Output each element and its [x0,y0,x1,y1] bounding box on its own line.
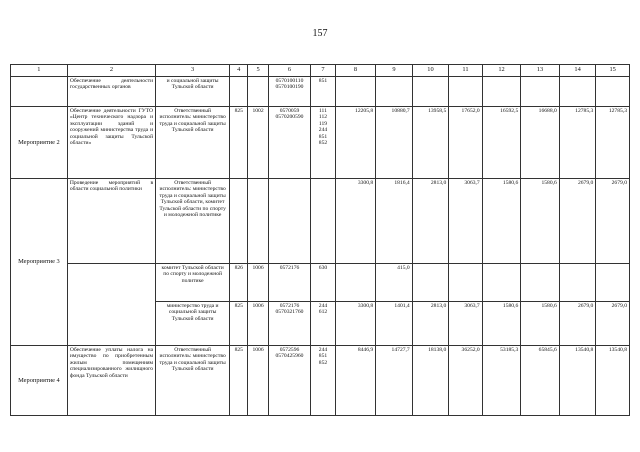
csr-cell-line: 0572596 [279,347,300,353]
grbs-cell: 825 [230,302,248,346]
amount-cell [376,77,413,107]
event-cell: Мероприятие 2 [11,107,68,179]
section-cell: 1002 [248,107,268,179]
amount-cell: 2679,0 [596,302,630,346]
budget-table [10,64,630,416]
column-header: 10 [412,65,449,77]
description-cell [67,264,155,346]
description-cell: Обеспечение деятельности ГУТО «Центр технического надзора и эксплуатации зданий и сооружений министерства труда и социальной защиты Тульской области» [67,107,155,179]
csr-cell-line: 0572176 [279,265,300,271]
vr-cell-line: 630 [318,265,328,271]
amount-cell [449,264,482,302]
column-header: 13 [521,65,560,77]
page-number: 157 [312,28,328,39]
column-header: 4 [230,65,248,77]
csr-cell-line: 0570100110 [275,78,304,84]
vr-cell-line: 244 [318,303,328,309]
amount-cell: 1401,4 [376,302,413,346]
vr-cell-line: 244 [318,127,328,134]
amount-cell [596,77,630,107]
grbs-cell: 825 [230,107,248,179]
section-cell [248,179,268,264]
section-cell: 1006 [248,264,268,302]
amount-cell: 17652,0 [449,107,482,179]
amount-cell: 53185,3 [482,346,521,416]
csr-cell [268,77,311,107]
vr-cell-line: 852 [318,359,328,366]
section-cell [248,77,268,107]
vr-cell-line: 612 [318,309,328,316]
amount-cell: 12785,3 [596,107,630,179]
amount-cell [559,264,596,302]
event-cell: Мероприятие 3 [11,179,68,346]
vr-cell-line: 851 [318,78,328,84]
executor-cell: и социальной защиты Тульской области [156,77,230,107]
description-cell: Обеспечение деятельности государственных органов [67,77,155,107]
amount-cell [335,77,376,107]
amount-cell: 14727,7 [376,346,413,416]
executor-cell: Ответственный исполнитель: министерство труда и социальной защиты Тульской области, комитет Тульской области по спорту и молодежной политике [156,179,230,264]
amount-cell [596,264,630,302]
column-header: 6 [268,65,311,77]
amount-cell: 3063,7 [449,179,482,264]
vr-cell-line: 851 [318,133,328,140]
amount-cell: 3063,7 [449,302,482,346]
amount-cell [412,264,449,302]
amount-cell: 1816,4 [376,179,413,264]
amount-cell [482,77,521,107]
amount-cell: 1580,6 [521,302,560,346]
table-row [11,107,630,179]
amount-cell: 2679,0 [559,179,596,264]
vr-cell-line: 111 [318,108,327,114]
csr-cell [268,107,311,179]
amount-cell [482,264,521,302]
description-cell: Обеспечение уплаты налога на имущество по приобретенным жилым помещениям специализированного жилищного фонда Тульской области [67,346,155,416]
column-header: 5 [248,65,268,77]
section-cell: 1006 [248,346,268,416]
amount-cell: 1580,6 [482,179,521,264]
amount-cell: 13540,8 [596,346,630,416]
amount-cell [335,264,376,302]
column-header: 12 [482,65,521,77]
vr-cell [311,302,335,346]
executor-cell: министерство труда и социальной защиты Тульской области [156,302,230,346]
event-cell: Мероприятие 4 [11,346,68,416]
amount-cell: 2813,0 [412,179,449,264]
amount-cell: 18138,0 [412,346,449,416]
vr-cell-line: 112 [318,114,328,121]
csr-cell-line: 0570100190 [275,84,304,91]
csr-cell-line: 0570425960 [275,353,304,360]
amount-cell: 10880,7 [376,107,413,179]
amount-cell [521,77,560,107]
description-cell: Проведение мероприятий в области социальной политики [67,179,155,264]
amount-cell [521,264,560,302]
amount-cell: 1580,6 [521,179,560,264]
table-row [11,264,630,302]
vr-cell [311,107,335,179]
executor-cell: Ответственный исполнитель: министерство труда и социальной защиты Тульской области [156,346,230,416]
vr-cell-line: 244 [318,347,328,353]
grbs-cell [230,179,248,264]
csr-cell-line: 0570059 [279,108,300,114]
vr-cell [311,264,335,302]
vr-cell-line: 119 [318,120,328,127]
amount-cell [559,77,596,107]
grbs-cell: 825 [230,346,248,416]
amount-cell: 8446,9 [335,346,376,416]
table-body [11,65,630,416]
amount-cell: 16688,0 [521,107,560,179]
amount-cell: 12785,3 [559,107,596,179]
column-header: 15 [596,65,630,77]
amount-cell: 2679,0 [596,179,630,264]
amount-cell: 65845,6 [521,346,560,416]
amount-cell: 36252,0 [449,346,482,416]
event-cell [11,77,68,107]
column-header: 3 [156,65,230,77]
executor-cell: комитет Тульской области по спорту и молодежной политике [156,264,230,302]
amount-cell: 3300,8 [335,302,376,346]
amount-cell: 16592,5 [482,107,521,179]
amount-cell [449,77,482,107]
executor-cell: Ответственный исполнитель: министерство труда и социальной защиты Тульской области [156,107,230,179]
amount-cell: 12205,8 [335,107,376,179]
column-header: 2 [67,65,155,77]
column-header: 14 [559,65,596,77]
table-row [11,77,630,107]
vr-cell-line: 852 [318,140,328,147]
amount-cell: 1580,6 [482,302,521,346]
grbs-cell: 826 [230,264,248,302]
csr-cell [268,179,311,264]
vr-cell [311,179,335,264]
column-header: 8 [335,65,376,77]
csr-cell [268,264,311,302]
vr-cell [311,346,335,416]
amount-cell: 415,0 [376,264,413,302]
column-header: 1 [11,65,68,77]
vr-cell-line: 851 [318,353,328,360]
amount-cell: 3300,8 [335,179,376,264]
vr-cell [311,77,335,107]
amount-cell: 13958,5 [412,107,449,179]
column-header: 7 [311,65,335,77]
csr-cell [268,346,311,416]
column-header: 9 [376,65,413,77]
header-row [11,65,630,77]
table-row [11,346,630,416]
amount-cell [412,77,449,107]
amount-cell: 13540,8 [559,346,596,416]
grbs-cell [230,77,248,107]
section-cell: 1006 [248,302,268,346]
amount-cell: 2679,0 [559,302,596,346]
csr-cell-line: 0570200590 [275,114,304,121]
csr-cell-line: 0572176 [279,303,300,309]
csr-cell-line: 0570321760 [275,309,304,316]
amount-cell: 2813,0 [412,302,449,346]
csr-cell [268,302,311,346]
table-row [11,179,630,264]
column-header: 11 [449,65,482,77]
